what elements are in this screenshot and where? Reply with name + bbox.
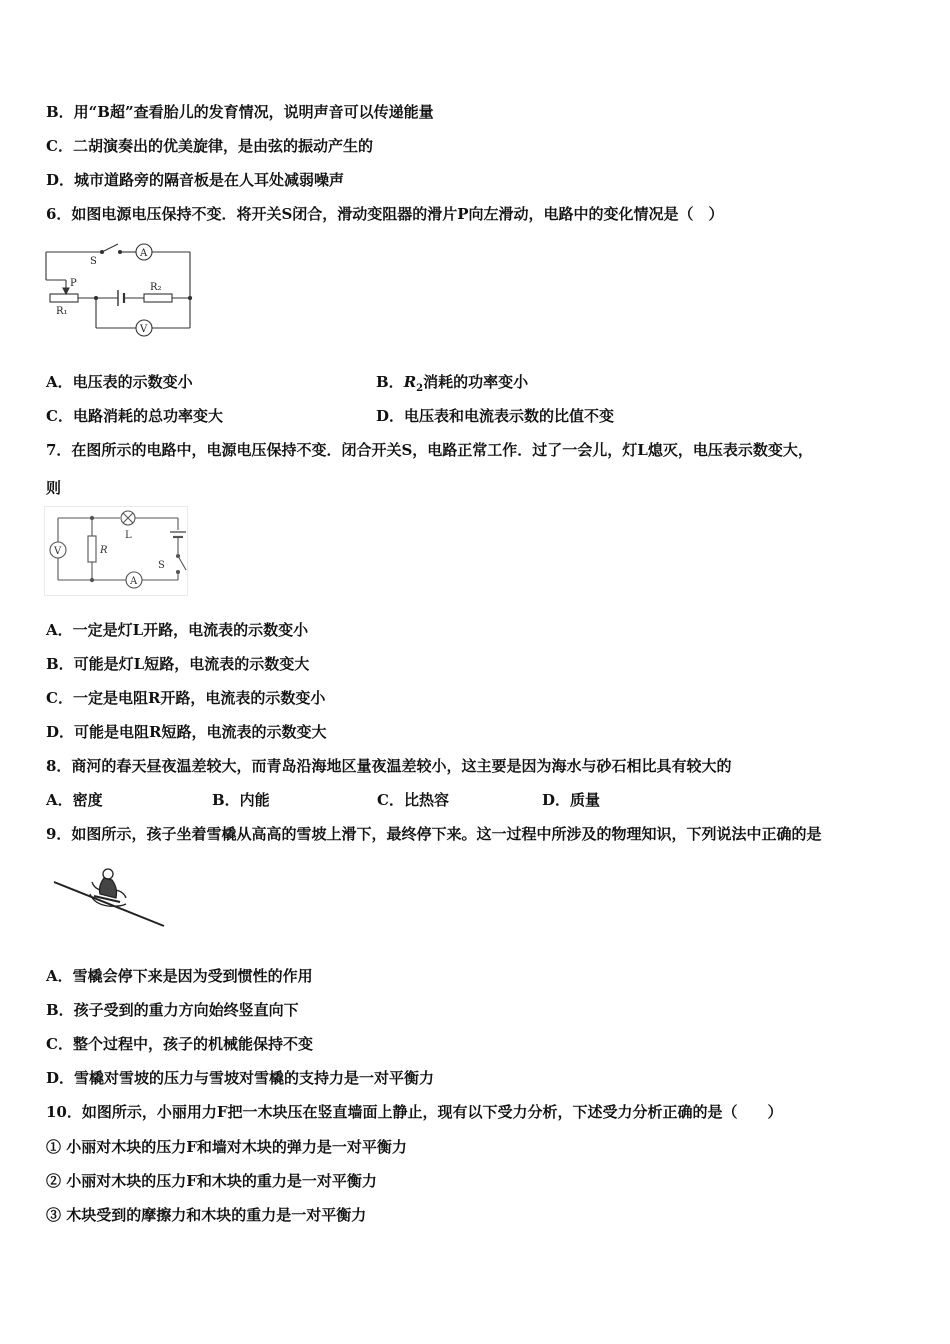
- q6-option-d: D．电压表和电流表示数的比值不变: [376, 407, 615, 425]
- q10-stem: 10．如图所示，小丽用力F把一木块压在竖直墙面上静止，现有以下受力分析，下述受力分析正确的是（ ）: [46, 1103, 783, 1121]
- q10-item-3: ③ 木块受到的摩擦力和木块的重力是一对平衡力: [46, 1206, 367, 1224]
- q8-stem: 8．商河的春天昼夜温差较大，而青岛沿海地区量夜温差较小，这主要是因为海水与砂石相比具有较大的: [46, 757, 732, 775]
- q5-option-b: B．用“B超”查看胎儿的发育情况，说明声音可以传递能量: [46, 103, 434, 121]
- q7-label-l: L: [125, 530, 132, 541]
- q7-option-a: A．一定是灯L开路，电流表的示数变小: [46, 621, 309, 639]
- q9-option-a: A．雪橇会停下来是因为受到惯性的作用: [46, 967, 313, 985]
- q7-label-a: A: [130, 576, 138, 587]
- q7-label-v: V: [54, 546, 62, 557]
- q7-circuit-diagram: [44, 506, 188, 596]
- q10-item-2: ② 小丽对木块的压力F和木块的重力是一对平衡力: [46, 1172, 377, 1190]
- q6-r2: [144, 294, 172, 302]
- q7-option-b: B．可能是灯L短路，电流表的示数变大: [46, 655, 310, 673]
- q6-label-r1: R₁: [56, 306, 68, 317]
- q6-option-b-prefix: B．: [376, 373, 404, 391]
- q7-option-c: C．一定是电阻R开路，电流表的示数变小: [46, 689, 326, 707]
- q8-option-c: C．比热容: [377, 791, 449, 809]
- q7-resistor: [88, 536, 96, 562]
- q6-option-b: [376, 372, 528, 399]
- q6-circuit-diagram: [42, 232, 198, 344]
- q5-option-c: C．二胡演奏出的优美旋律，是由弦的振动产生的: [46, 137, 373, 155]
- q6-option-a: A．电压表的示数变小: [46, 373, 193, 391]
- q6-label-p: P: [70, 278, 77, 289]
- q8-option-a: A．密度: [46, 791, 103, 809]
- q9-stem: 9．如图所示，孩子坐着雪橇从高高的雪坡上滑下，最终停下来。这一过程中所涉及的物理知识，下列说法中正确的是: [46, 825, 822, 843]
- q7-label-r: R: [100, 545, 108, 556]
- q6-option-b-sub: 2: [416, 383, 424, 394]
- q7-label-s: S: [158, 560, 165, 571]
- q9-option-b: B．孩子受到的重力方向始终竖直向下: [46, 1001, 299, 1019]
- q10-item-1: ① 小丽对木块的压力F和墙对木块的弹力是一对平衡力: [46, 1138, 407, 1156]
- q6-label-s: S: [90, 256, 97, 267]
- q6-option-c: C．电路消耗的总功率变大: [46, 407, 223, 425]
- child-on-sled-icon: [90, 869, 126, 906]
- q7-stem-line1: 7．在图所示的电路中，电源电压保持不变．闭合开关S，电路正常工作．过了一会儿，灯L熄灭，电压表示数变大，: [46, 441, 813, 459]
- q8-option-b: B．内能: [212, 791, 270, 809]
- q6-option-b-var: R: [403, 373, 417, 391]
- q7-option-d: D．可能是电阻R短路，电流表的示数变大: [46, 723, 327, 741]
- q6-label-v: V: [140, 324, 148, 335]
- q9-option-c: C．整个过程中，孩子的机械能保持不变: [46, 1035, 313, 1053]
- q6-label-a: A: [140, 248, 148, 259]
- q6-option-b-rest: 消耗的功率变小: [423, 373, 529, 391]
- q7-stem-line2: 则: [46, 479, 62, 497]
- q8-option-d: D．质量: [542, 791, 601, 809]
- q5-option-d: D．城市道路旁的隔音板是在人耳处减弱噪声: [46, 171, 345, 189]
- q9-sled-slope-figure: [50, 860, 170, 932]
- q6-stem: 6．如图电源电压保持不变．将开关S闭合，滑动变阻器的滑片P向左滑动，电路中的变化情况是（ ）: [46, 205, 724, 223]
- q9-option-d: D．雪橇对雪坡的压力与雪坡对雪橇的支持力是一对平衡力: [46, 1069, 435, 1087]
- q6-label-r2: R₂: [150, 282, 162, 293]
- q6-r1: [50, 294, 78, 302]
